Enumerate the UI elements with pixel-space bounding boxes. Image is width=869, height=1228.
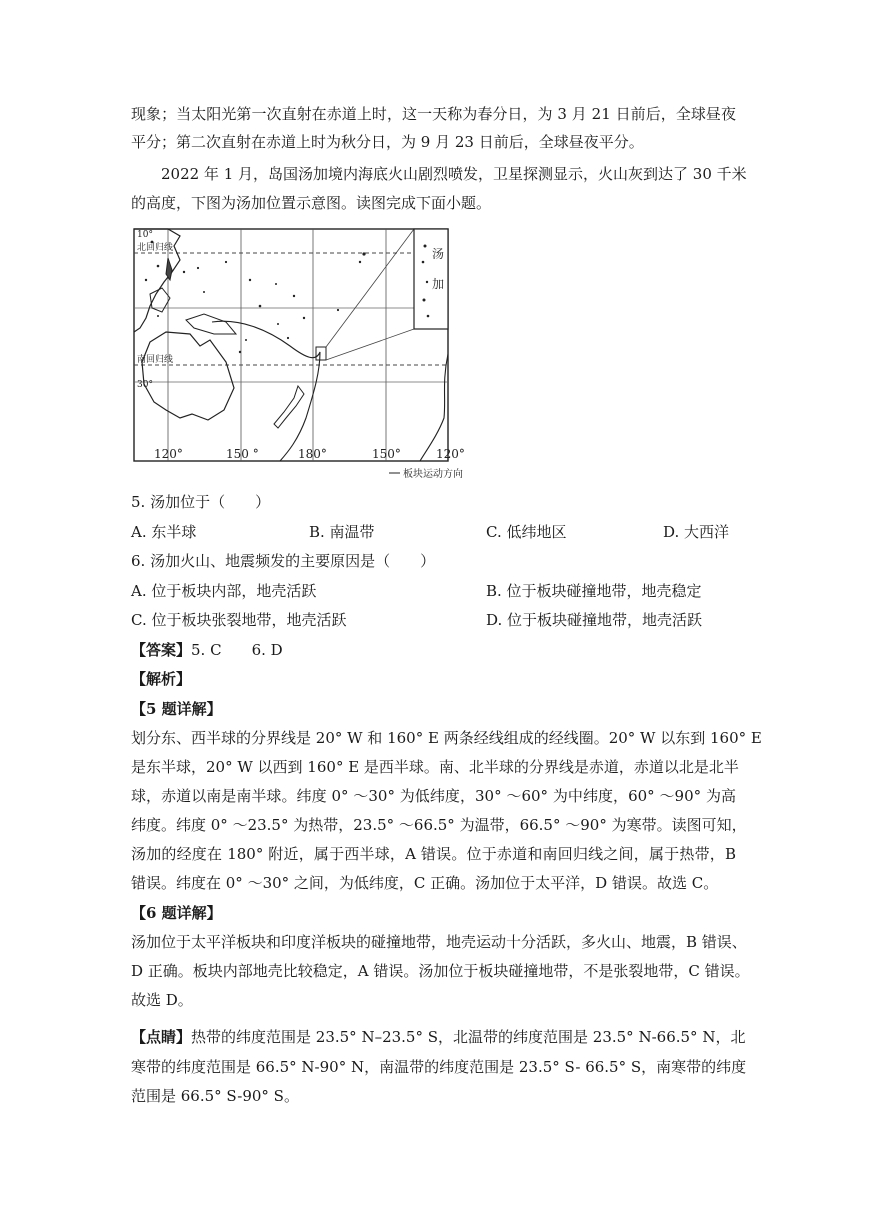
q5-option-d: D. 大西洋 bbox=[663, 523, 730, 541]
lat-label-tropic-cancer: 北回归线 bbox=[137, 243, 174, 253]
tonga-location-map bbox=[128, 222, 477, 482]
dianjing-line: 寒带的纬度范围是 66.5° N-90° N，南温带的纬度范围是 23.5° S- 66.5° S，南寒带的纬度 bbox=[131, 1058, 747, 1076]
analysis-tag: 【解析】 bbox=[131, 670, 192, 688]
map-frame bbox=[134, 229, 448, 461]
lon-label-120e: 120° bbox=[154, 447, 183, 461]
dianjing-tag: 【点睛】 bbox=[131, 1028, 192, 1046]
dianjing-line: 范围是 66.5° S-90° S。 bbox=[131, 1087, 299, 1105]
lat-label-10: 10° bbox=[137, 230, 153, 240]
q5-detail-line: 纬度。纬度 0° ～23.5° 为热带，23.5° ～66.5° 为温带，66.5° ～90° 为寒带。读图可知， bbox=[131, 816, 747, 834]
new-guinea-island bbox=[186, 314, 236, 334]
question-5-stem: 5. 汤加位于（ ） bbox=[131, 493, 271, 511]
q6-option-b: B. 位于板块碰撞地带，地壳稳定 bbox=[486, 582, 702, 600]
q6-detail-tag: 【6 题详解】 bbox=[131, 904, 222, 922]
paragraph-line: 2022 年 1 月，岛国汤加境内海底火山剧烈喷发，卫星探测显示，火山灰到达了 30 千米 bbox=[161, 165, 747, 183]
q6-detail-line: 汤加位于太平洋板块和印度洋板块的碰撞地带，地壳运动十分活跃，多火山、地震，B 错误、 bbox=[131, 933, 747, 951]
dianjing-line bbox=[131, 1027, 746, 1047]
paragraph-line: 平分；第二次直射在赤道上时为秋分日，为 9 月 23 日前后，全球昼夜平分。 bbox=[131, 133, 644, 151]
question-6-stem: 6. 汤加火山、地震频发的主要原因是（ ） bbox=[131, 552, 436, 570]
lon-label-150e: 150 ° bbox=[226, 447, 259, 461]
q5-detail-line: 是东半球，20° W 以西到 160° E 是西半球。南、北半球的分界线是赤道，赤道以北是北半 bbox=[131, 758, 739, 776]
inset-label-jia: 加 bbox=[432, 277, 445, 291]
leader-line-top bbox=[326, 229, 414, 347]
lat-label-tropic-capricorn: 南回归线 bbox=[137, 355, 174, 365]
q5-option-c: C. 低纬地区 bbox=[486, 523, 567, 541]
new-zealand bbox=[274, 386, 304, 428]
q5-option-b: B. 南温带 bbox=[309, 523, 375, 541]
q5-detail-line: 汤加的经度在 180° 附近，属于西半球，A 错误。位于赤道和南回归线之间，属于热带，B bbox=[131, 845, 736, 863]
answer-text: 5. C 6. D bbox=[191, 641, 283, 659]
tonga-box bbox=[316, 347, 326, 360]
lon-label-150w: 150° bbox=[372, 447, 401, 461]
paragraph-line: 现象；当太阳光第一次直射在赤道上时，这一天称为春分日，为 3 月 21 日前后，全球昼夜 bbox=[131, 105, 736, 123]
answer-line bbox=[131, 640, 283, 660]
q6-option-c: C. 位于板块张裂地带，地壳活跃 bbox=[131, 611, 347, 629]
philippines-island bbox=[166, 258, 172, 280]
q6-option-a: A. 位于板块内部，地壳活跃 bbox=[131, 582, 317, 600]
legend-label: 板块运动方向 bbox=[403, 469, 463, 480]
plate-boundary-east bbox=[420, 354, 448, 461]
q5-detail-line: 划分东、西半球的分界线是 20° W 和 160° E 两条经线组成的经线圈。20° W 以东到 160° E bbox=[131, 729, 762, 747]
q5-detail-tag: 【5 题详解】 bbox=[131, 700, 222, 718]
q6-option-d: D. 位于板块碰撞地带，地壳活跃 bbox=[486, 611, 703, 629]
plate-boundary bbox=[212, 321, 320, 461]
dianjing-text: 热带的纬度范围是 23.5° N–23.5° S，北温带的纬度范围是 23.5° N-66.5° N，北 bbox=[191, 1028, 746, 1046]
pacific-islands bbox=[145, 241, 366, 354]
australia-coast bbox=[142, 332, 234, 420]
inset-label-tang: 汤 bbox=[432, 247, 445, 261]
lat-label-30: 30° bbox=[137, 380, 153, 390]
leader-line-bottom bbox=[326, 329, 414, 360]
q6-detail-line: 故选 D。 bbox=[131, 991, 193, 1009]
q5-detail-line: 错误。纬度在 0° ～30° 之间，为低纬度，C 正确。汤加位于太平洋，D 错误。故选 C。 bbox=[131, 874, 719, 892]
lon-label-120w: 120° bbox=[436, 447, 465, 461]
q5-option-a: A. 东半球 bbox=[131, 523, 197, 541]
q6-detail-line: D 正确。板块内部地壳比较稳定，A 错误。汤加位于板块碰撞地带，不是张裂地带，C 错误。 bbox=[131, 962, 750, 980]
lon-label-180: 180° bbox=[298, 447, 327, 461]
answer-tag: 【答案】 bbox=[131, 641, 192, 659]
q5-detail-line: 球，赤道以南是南半球。纬度 0° ～30° 为低纬度，30° ～60° 为中纬度，60° ～90° 为高 bbox=[131, 787, 736, 805]
paragraph-line: 的高度，下图为汤加位置示意图。读图完成下面小题。 bbox=[131, 194, 492, 212]
